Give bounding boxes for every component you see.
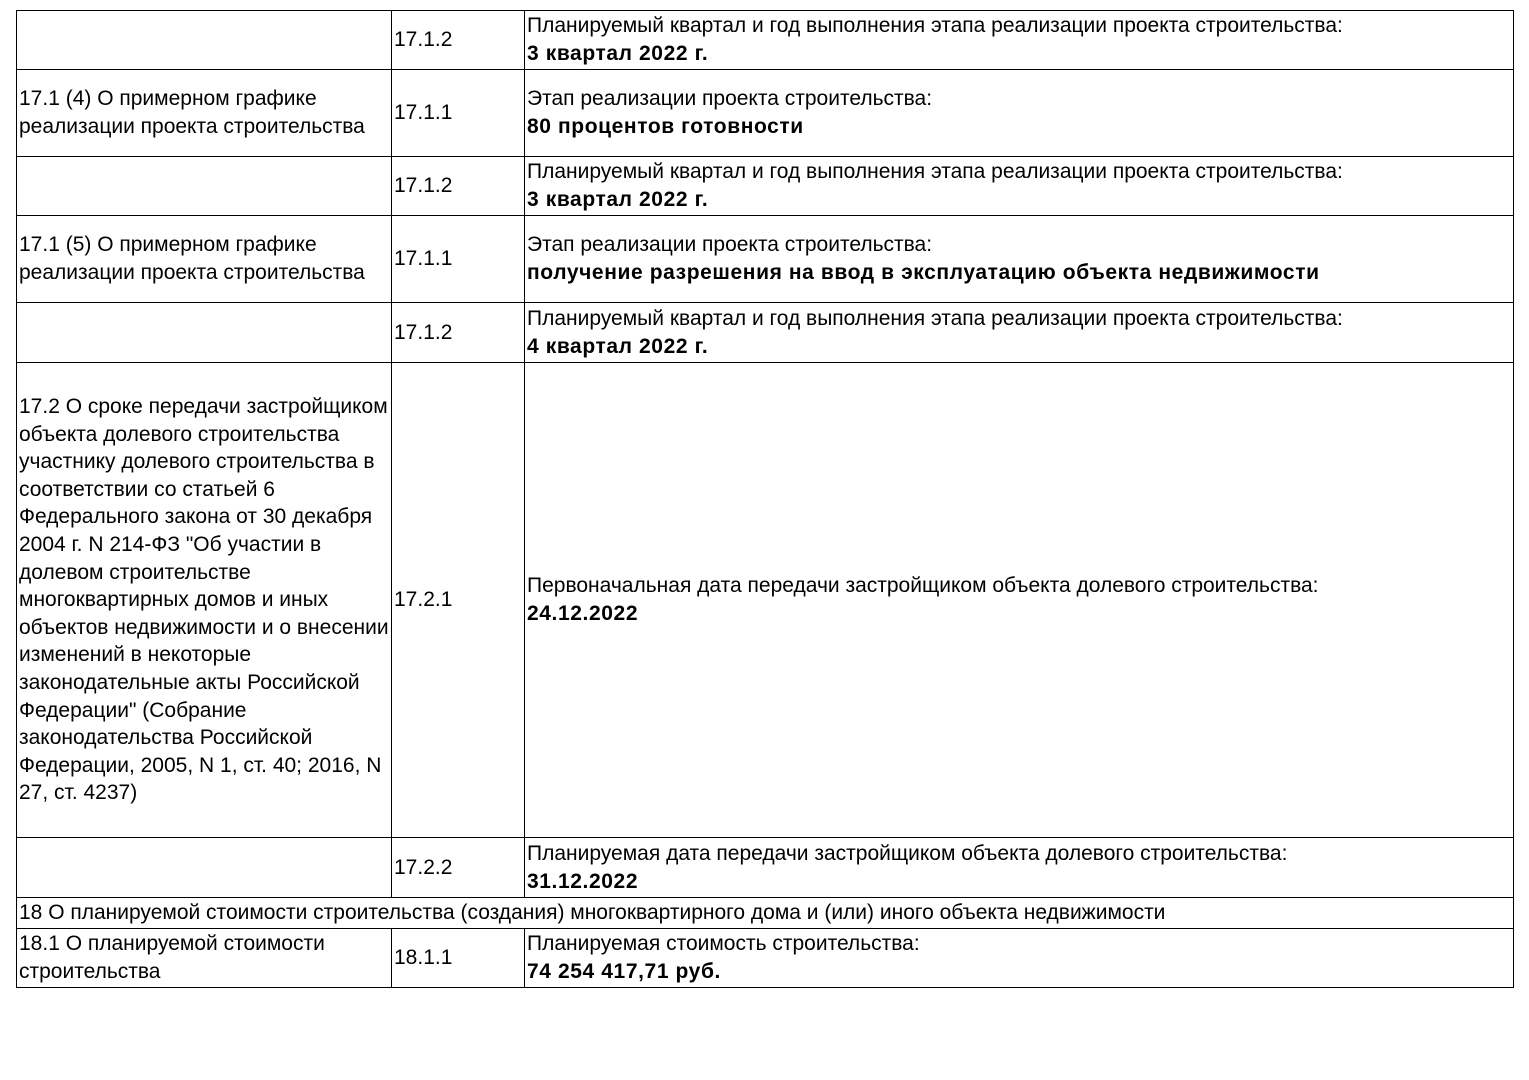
- section-cell: 17.1 (4) О примерном графике реализации проекта строительства: [17, 70, 392, 157]
- section-cell: 17.2 О сроке передачи застройщиком объекта долевого строительства участнику долевого строительства в соответствии со статьей 6 Федерального закона от 30 декабря 2004 г. N 214-ФЗ "Об участии в долевом строительстве многоквартирных домов и иных объектов недвижимости и о внесении изменений в некоторые законодательные акты Российской Федерации" (Собрание законодательства Российской Федерации, 2005, N 1, ст. 40; 2016, N 27, ст. 4237): [17, 363, 392, 838]
- code-cell: 17.1.1: [392, 70, 525, 157]
- project-info-table: [16, 10, 1514, 988]
- field-label: Планируемая дата передачи застройщиком объекта долевого строительства:: [527, 841, 1288, 865]
- section-cell: [17, 303, 392, 363]
- code-cell: 17.2.1: [392, 363, 525, 838]
- section-cell: 18.1 О планируемой стоимости строительства: [17, 929, 392, 988]
- section-cell: [17, 11, 392, 70]
- field-label: Первоначальная дата передачи застройщиком объекта долевого строительства:: [527, 574, 1319, 598]
- table-row: [17, 929, 1514, 988]
- field-value: 3 квартал 2022 г.: [527, 188, 709, 211]
- field-value: получение разрешения на ввод в эксплуатацию объекта недвижимости: [527, 261, 1320, 284]
- value-cell: [525, 11, 1514, 70]
- code-cell: 18.1.1: [392, 929, 525, 988]
- field-label: Планируемая стоимость строительства:: [527, 932, 920, 956]
- code-cell: 17.1.2: [392, 157, 525, 216]
- value-cell: [525, 303, 1514, 363]
- value-cell: [525, 216, 1514, 303]
- table-row: [17, 303, 1514, 363]
- table-row: [17, 70, 1514, 157]
- section-heading-row: [17, 898, 1514, 929]
- field-label: Этап реализации проекта строительства:: [527, 87, 933, 111]
- section-cell: 17.1 (5) О примерном графике реализации проекта строительства: [17, 216, 392, 303]
- table-row: [17, 363, 1514, 838]
- section-cell: [17, 838, 392, 898]
- field-label: Этап реализации проекта строительства:: [527, 233, 933, 257]
- code-cell: 17.2.2: [392, 838, 525, 898]
- field-value: 4 квартал 2022 г.: [527, 334, 709, 358]
- field-value: 80 процентов готовности: [527, 115, 804, 138]
- field-label: Планируемый квартал и год выполнения этапа реализации проекта строительства:: [527, 306, 1343, 330]
- table-row: [17, 216, 1514, 303]
- code-cell: 17.1.1: [392, 216, 525, 303]
- value-cell: [525, 363, 1514, 838]
- value-cell: [525, 838, 1514, 898]
- value-cell: [525, 70, 1514, 157]
- field-value: 3 квартал 2022 г.: [527, 42, 709, 65]
- code-cell: 17.1.2: [392, 303, 525, 363]
- section-heading-18: 18 О планируемой стоимости строительства (создания) многоквартирного дома и (или) иного объекта недвижимости: [17, 898, 1514, 929]
- table-row: [17, 11, 1514, 70]
- code-cell: 17.1.2: [392, 11, 525, 70]
- field-value: 31.12.2022: [527, 869, 639, 893]
- value-cell: [525, 157, 1514, 216]
- table-row: [17, 157, 1514, 216]
- field-value: 74 254 417,71 руб.: [527, 960, 721, 983]
- table-row: [17, 838, 1514, 898]
- field-value: 24.12.2022: [527, 602, 639, 625]
- field-label: Планируемый квартал и год выполнения этапа реализации проекта строительства:: [527, 14, 1343, 38]
- value-cell: [525, 929, 1514, 988]
- section-cell: [17, 157, 392, 216]
- field-label: Планируемый квартал и год выполнения этапа реализации проекта строительства:: [527, 160, 1343, 184]
